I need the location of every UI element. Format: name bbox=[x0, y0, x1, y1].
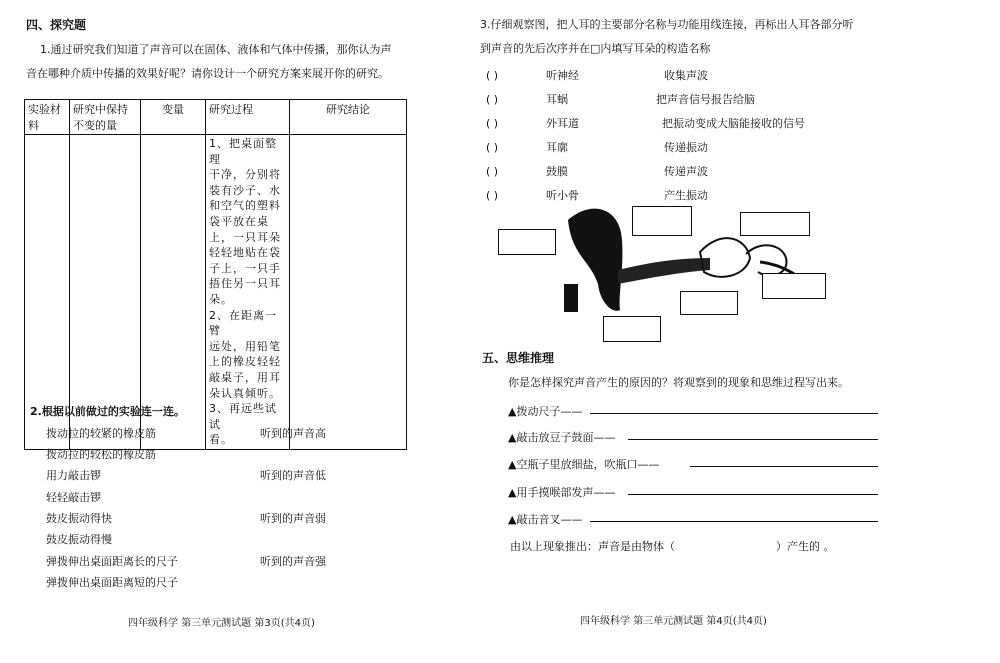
q5-intro: 你是怎样探究声音产生的原因的？将观察到的现象和思维过程写出来。 bbox=[508, 376, 849, 389]
ear-small-block bbox=[564, 284, 578, 312]
q2-right-3: 听到的声音强 bbox=[260, 555, 326, 568]
paren-3[interactable]: ( ) bbox=[486, 141, 499, 154]
ear-part-0: 听神经 bbox=[546, 69, 579, 82]
ear-function-5: 产生振动 bbox=[664, 189, 708, 202]
ear-middle bbox=[700, 238, 750, 277]
header-constants: 研究中保持不变的量 bbox=[70, 100, 141, 135]
q5-item-4: ▲敲击音叉—— bbox=[508, 513, 583, 526]
answer-line-4[interactable] bbox=[590, 521, 878, 522]
cell-process bbox=[206, 135, 290, 450]
q3-text-line1: 3.仔细观察图，把人耳的主要部分名称与功能用线连接，再标出人耳各部分听 bbox=[480, 18, 854, 31]
parts-col bbox=[546, 64, 579, 208]
q1-text-line2: 音在哪种介质中传播的效果好呢？请你设计一个研究方案来展开你的研究。 bbox=[26, 67, 389, 80]
ear-function-4: 传递声波 bbox=[664, 165, 708, 178]
header-materials: 实验材料 bbox=[25, 100, 70, 135]
q5-item-1: ▲敲击放豆子鼓面—— bbox=[508, 431, 616, 444]
section5-title: 五、思维推理 bbox=[482, 351, 555, 365]
ear-part-4: 鼓膜 bbox=[546, 165, 568, 178]
q1-text-line1: 1.通过研究我们知道了声音可以在固体、液体和气体中传播，那你认为声 bbox=[40, 43, 392, 56]
q2-right-1: 听到的声音低 bbox=[260, 469, 326, 482]
q5-item-0: ▲拨动尺子—— bbox=[508, 405, 583, 418]
paren-1[interactable]: ( ) bbox=[486, 93, 499, 106]
paren-0[interactable]: ( ) bbox=[486, 69, 499, 82]
q2-left-1: 拨动拉的较松的橡皮筋 bbox=[46, 448, 156, 461]
q5-item-2: ▲空瓶子里放细盐，吹瓶口—— bbox=[508, 458, 660, 471]
parens-col bbox=[486, 64, 498, 208]
q2-left-6: 弹拨伸出桌面距离长的尺子 bbox=[46, 555, 178, 568]
label-box-1[interactable] bbox=[498, 229, 556, 255]
ear-part-5: 听小骨 bbox=[546, 189, 579, 202]
answer-line-0[interactable] bbox=[590, 413, 878, 414]
conclusion-b: ）产生的 。 bbox=[776, 540, 835, 553]
answer-line-3[interactable] bbox=[628, 494, 878, 495]
q2-right-0: 听到的声音高 bbox=[260, 427, 326, 440]
ear-part-1: 耳蜗 bbox=[546, 93, 568, 106]
ear-part-3: 耳廓 bbox=[546, 141, 568, 154]
process-text: 1、把桌面整理 干净，分别将 装有沙子、水 和空气的塑料 袋平放在桌 上，一只耳朵 轻轻地贴在袋 子上，一只手 捂住另一只耳 朵。 2、在距离一臂 远处，用铅笔 上的橡皮轻轻 敲桌子，用耳 朵认真倾听。 3、再远些试试 看。 bbox=[209, 137, 281, 447]
ear-canal bbox=[618, 258, 710, 284]
header-variable: 变量 bbox=[141, 100, 206, 135]
investigation-table bbox=[24, 99, 407, 450]
ear-function-2: 把振动变成大脑能接收的信号 bbox=[662, 117, 805, 130]
q2-left-0: 拨动拉的较紧的橡皮筋 bbox=[46, 427, 156, 440]
q2-left-4: 鼓皮振动得快 bbox=[46, 512, 112, 525]
answer-line-2[interactable] bbox=[690, 466, 878, 467]
label-box-5[interactable] bbox=[680, 291, 738, 315]
section-title: 四、探究题 bbox=[26, 18, 87, 32]
paren-4[interactable]: ( ) bbox=[486, 165, 499, 178]
conclusion-blank[interactable] bbox=[684, 538, 774, 552]
header-conclusion: 研究结论 bbox=[290, 100, 407, 135]
q5-item-3: ▲用手摸喉部发声—— bbox=[508, 486, 616, 499]
header-process: 研究过程 bbox=[206, 100, 290, 135]
conclusion-a: 由以上现象推出：声音是由物体（ bbox=[510, 540, 675, 553]
functions-col bbox=[656, 64, 805, 208]
q3-text-line2: 到声音的先后次序并在□内填写耳朵的构造名称 bbox=[480, 42, 711, 55]
label-box-2[interactable] bbox=[632, 206, 692, 236]
q2-right-2: 听到的声音弱 bbox=[260, 512, 326, 525]
label-box-3[interactable] bbox=[740, 212, 810, 236]
paren-2[interactable]: ( ) bbox=[486, 117, 499, 130]
ear-cochlea bbox=[746, 245, 787, 275]
left-footer: 四年级科学 第三单元测试题 第3页(共4页) bbox=[128, 618, 315, 629]
label-box-4[interactable] bbox=[762, 273, 826, 299]
ear-function-3: 传递振动 bbox=[664, 141, 708, 154]
right-footer: 四年级科学 第三单元测试题 第4页(共4页) bbox=[580, 616, 767, 627]
cell-conclusion[interactable] bbox=[290, 135, 407, 450]
answer-line-1[interactable] bbox=[628, 439, 878, 440]
q2-left-2: 用力敲击锣 bbox=[46, 469, 101, 482]
ear-function-0: 收集声波 bbox=[664, 69, 708, 82]
ear-part-2: 外耳道 bbox=[546, 117, 579, 130]
q2-left-7: 弹拨伸出桌面距离短的尺子 bbox=[46, 576, 178, 589]
paren-5[interactable]: ( ) bbox=[486, 189, 499, 202]
ear-function-1: 把声音信号报告给脑 bbox=[656, 93, 755, 106]
label-box-6[interactable] bbox=[603, 316, 661, 342]
q2-title: 2.根据以前做过的实验连一连。 bbox=[30, 405, 185, 418]
q2-left-5: 鼓皮振动得慢 bbox=[46, 533, 112, 546]
q2-left-3: 轻轻敲击锣 bbox=[46, 491, 101, 504]
